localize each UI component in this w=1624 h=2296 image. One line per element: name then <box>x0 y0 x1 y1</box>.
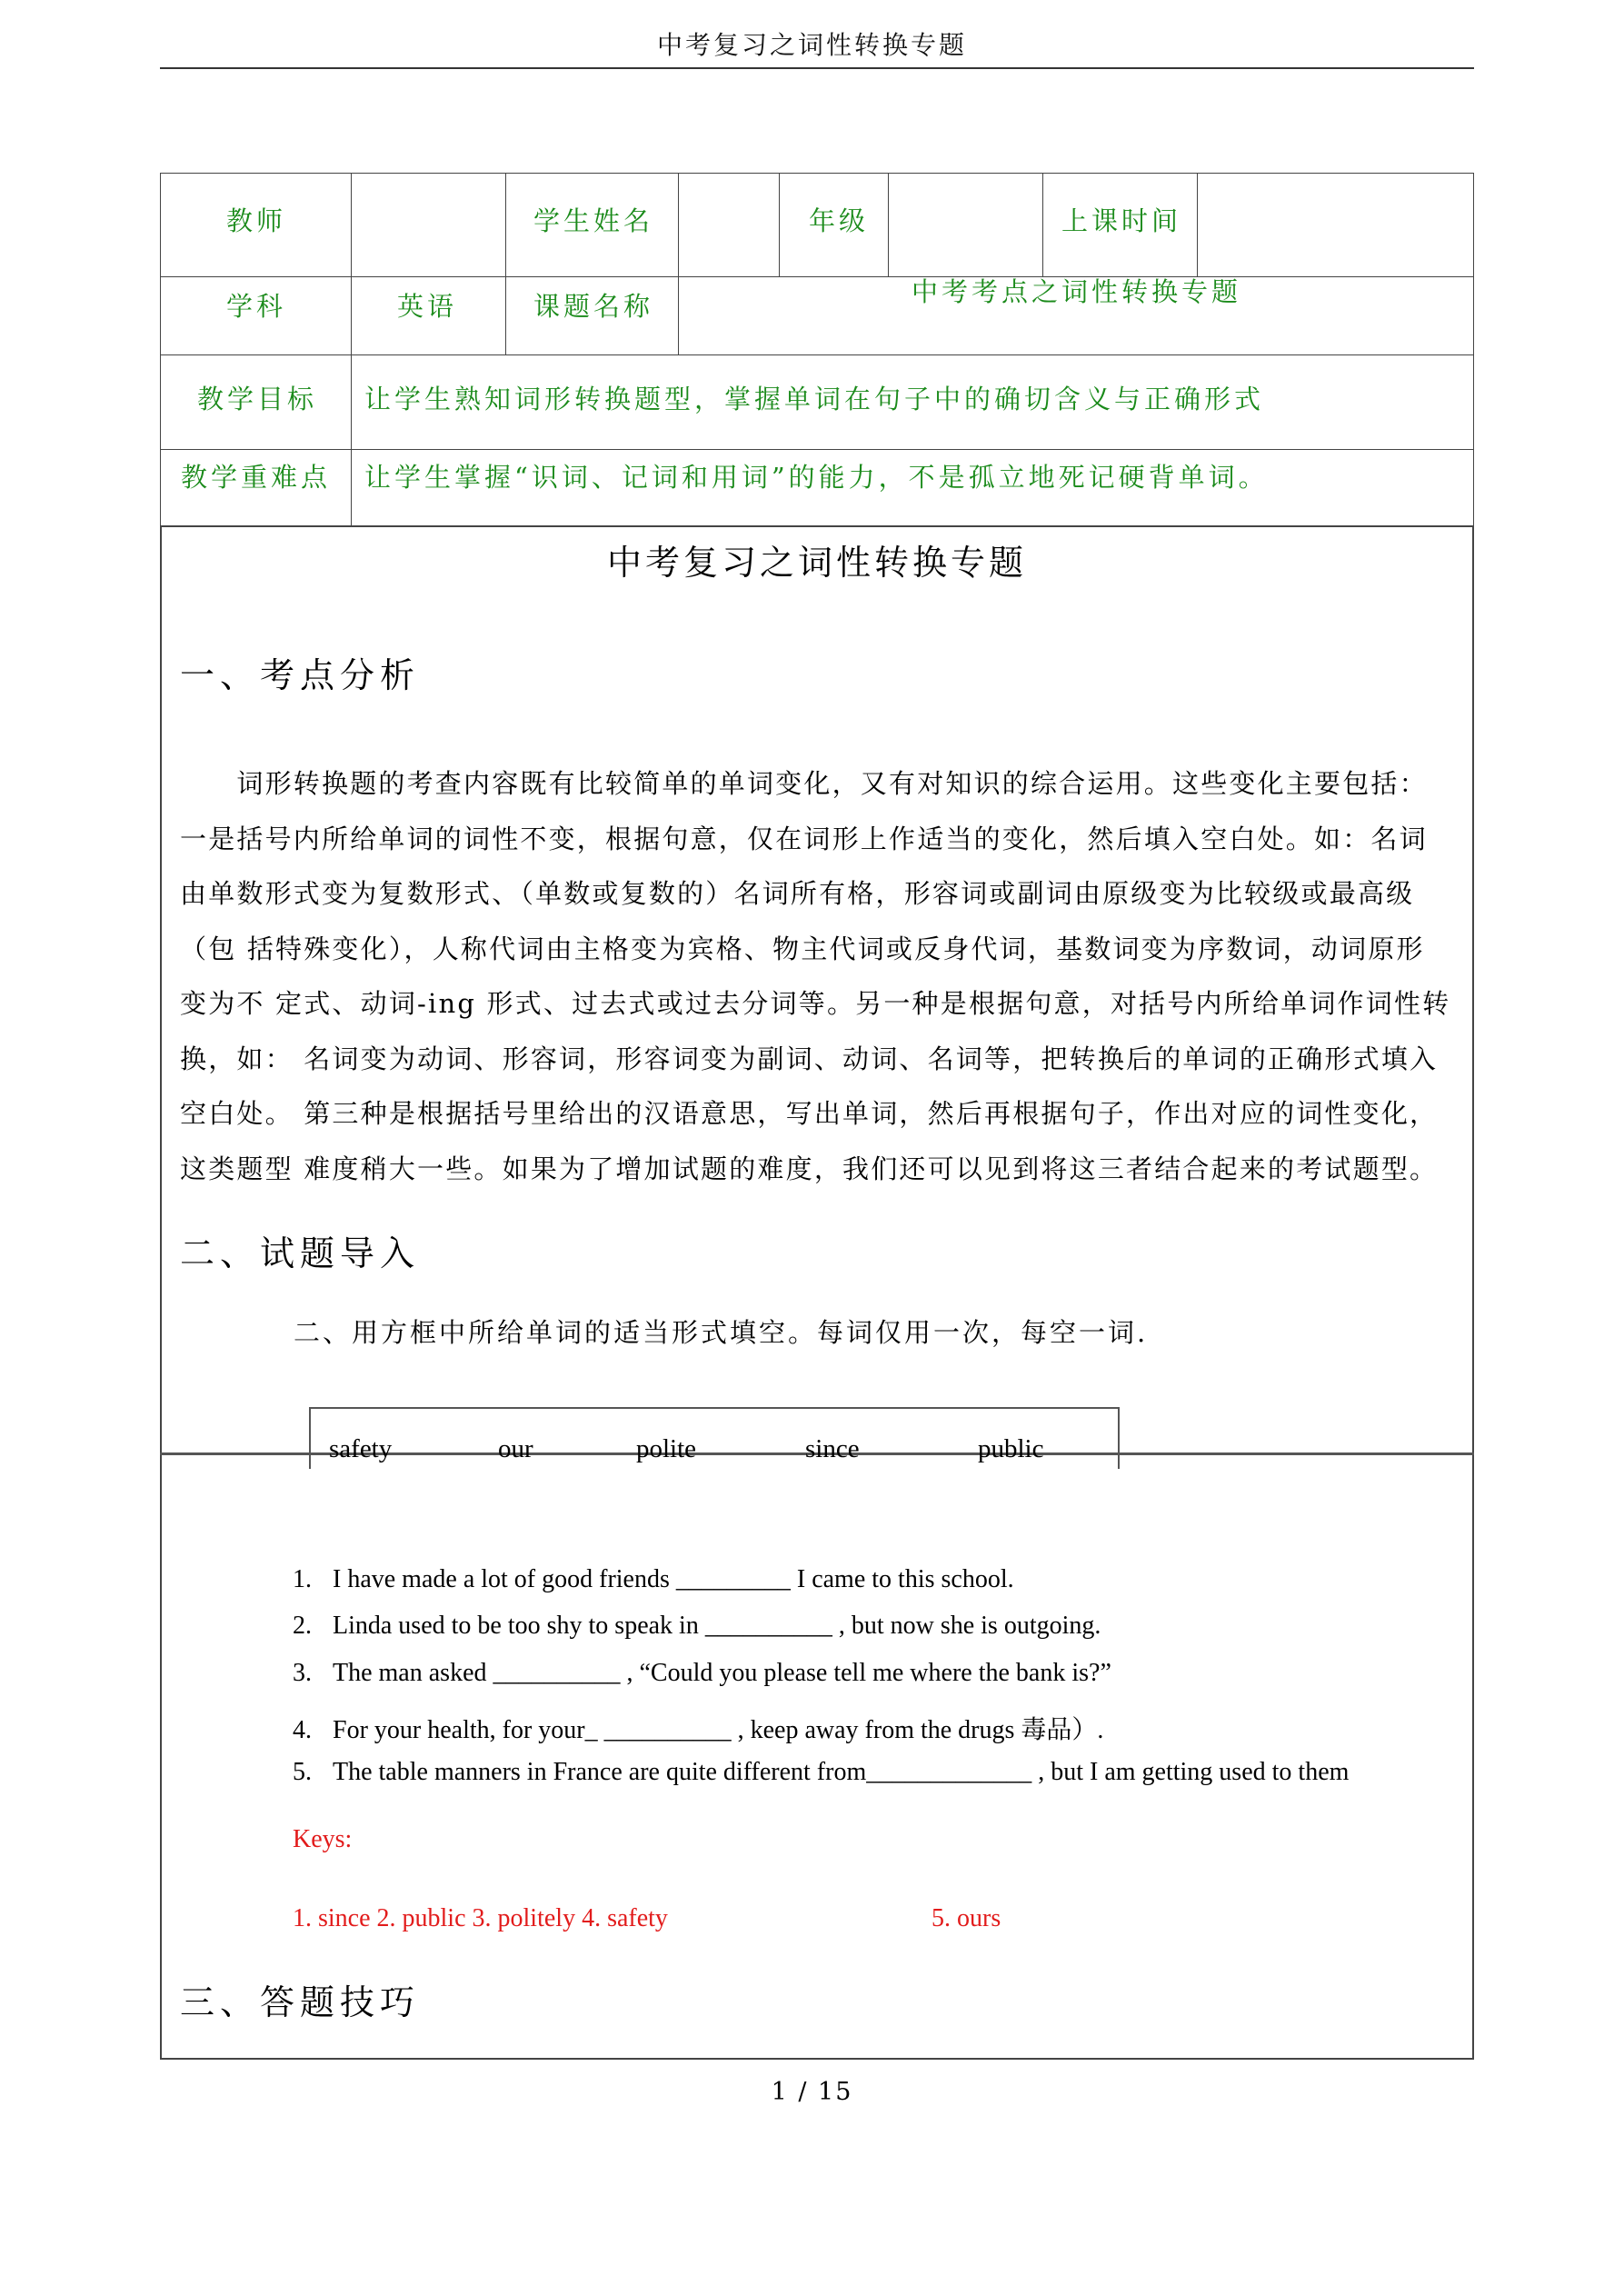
focus-label-cell <box>160 449 352 527</box>
word-box-item: since <box>805 1434 860 1463</box>
question-number: 4. <box>293 1716 312 1744</box>
goal-value-cell <box>351 354 1474 450</box>
topic-label: 课题名称 <box>533 291 654 322</box>
question-text: The man asked __________ , “Could you please tell me where the bank is?” <box>333 1659 1111 1687</box>
class-time-label: 上课时间 <box>1061 205 1182 236</box>
student-value-cell[interactable] <box>678 173 780 277</box>
paragraph-line: 由单数形式变为复数形式、（单数或复数的）名词所有格，形容词或副词由原级变为比较级或最高级 <box>180 878 1415 909</box>
paragraph-line: 词形转换题的考查内容既有比较简单的单词变化，又有对知识的综合运用。这些变化主要包括： <box>180 768 1428 799</box>
focus-value-cell <box>351 449 1474 527</box>
question-number: 2. <box>293 1612 312 1640</box>
question-item <box>293 1659 1111 1688</box>
word-box-item: our <box>498 1434 533 1463</box>
teaching-goal-label: 教学目标 <box>197 384 318 414</box>
goal-label-cell <box>160 354 352 450</box>
paragraph-line: 空白处。 第三种是根据括号里给出的汉语意思，写出单词，然后再根据句子，作出对应的词性变化， <box>180 1098 1439 1129</box>
page-header-title: 中考复习之词性转换专题 <box>656 30 967 60</box>
student-label-cell <box>505 173 679 277</box>
page-indicator: 1 / 15 <box>771 2078 853 2106</box>
topic-label-cell <box>505 276 679 355</box>
section-heading-analysis: 一、考点分析 <box>180 655 421 695</box>
question-item <box>293 1758 1349 1787</box>
question-number: 1. <box>293 1565 312 1593</box>
grade-label: 年级 <box>809 205 870 236</box>
exercise-instruction: 二、用方框中所给单词的适当形式填空。每词仅用一次，每空一词. <box>294 1317 1149 1348</box>
paragraph-line: 一是括号内所给单词的词性不变，根据句意，仅在词形上作适当的变化，然后填入空白处。如：名词 <box>180 823 1428 854</box>
word-box-item: public <box>978 1434 1044 1463</box>
topic-value: 中考考点之词性转换专题 <box>912 276 1242 307</box>
grade-label-cell <box>779 173 889 277</box>
answer-keys-part2: 5. ours <box>932 1904 1001 1932</box>
answer-keys-part1: 1. since 2. public 3. politely 4. safety <box>293 1904 668 1932</box>
teacher-label: 教师 <box>226 205 287 236</box>
subject-value-cell <box>351 276 506 355</box>
question-text: The table manners in France are quite different from_____________ , but I am getting used to them <box>333 1758 1350 1786</box>
time-value-cell[interactable] <box>1197 173 1474 277</box>
question-item <box>293 1612 1101 1641</box>
content-frame-lower <box>160 1452 1474 2060</box>
section-heading-intro: 二、试题导入 <box>180 1233 421 1273</box>
word-box-item: safety <box>329 1434 393 1463</box>
teaching-goal-value: 让学生熟知词形转换题型，掌握单词在句子中的确切含义与正确形式 <box>364 384 1265 414</box>
key-difficulty-value: 让学生掌握“识词、记词和用词”的能力，不是孤立地死记硬背单词。 <box>364 462 1269 493</box>
question-item <box>293 1565 1014 1594</box>
document-title: 中考复习之词性转换专题 <box>606 543 1027 583</box>
time-label-cell <box>1042 173 1198 277</box>
subject-value: 英语 <box>397 291 458 322</box>
question-number: 5. <box>293 1758 312 1786</box>
paragraph-line: 换，如： 名词变为动词、形容词，形容词变为副词、动词、名词等，把转换后的单词的正确形式填入 <box>180 1043 1439 1074</box>
section-heading-tips: 三、答题技巧 <box>180 1982 421 2022</box>
question-number: 3. <box>293 1659 312 1687</box>
paragraph-line: 变为不 定式、动词-ing 形式、过去式或过去分词等。另一种是根据句意，对括号内所给单词作词性转 <box>180 988 1451 1019</box>
teacher-label-cell <box>160 173 352 277</box>
topic-value-cell <box>678 276 1474 355</box>
question-item <box>293 1710 1103 1746</box>
subject-label: 学科 <box>226 291 287 322</box>
answer-keys-label: Keys: <box>293 1825 353 1853</box>
key-difficulty-label: 教学重难点 <box>181 462 332 493</box>
grade-value-cell[interactable] <box>888 173 1043 277</box>
question-text: I have made a lot of good friends _________ I came to this school. <box>333 1565 1014 1593</box>
word-box-item: polite <box>636 1434 697 1463</box>
analysis-paragraph <box>180 756 1469 1196</box>
paragraph-line: 这类题型 难度稍大一些。如果为了增加试题的难度，我们还可以见到将这三者结合起来的考试题型。 <box>180 1153 1439 1184</box>
subject-label-cell <box>160 276 352 355</box>
question-text: Linda used to be too shy to speak in __________ , but now she is outgoing. <box>333 1612 1101 1640</box>
student-name-label: 学生姓名 <box>533 205 654 236</box>
header-divider <box>160 67 1474 69</box>
question-text: For your health, for your_ __________ , keep away from the drugs 毒品）. <box>333 1716 1104 1744</box>
teacher-value-cell[interactable] <box>351 173 506 277</box>
paragraph-line: （包 括特殊变化），人称代词由主格变为宾格、物主代词或反身代词，基数词变为序数词，动词原形 <box>180 933 1425 964</box>
